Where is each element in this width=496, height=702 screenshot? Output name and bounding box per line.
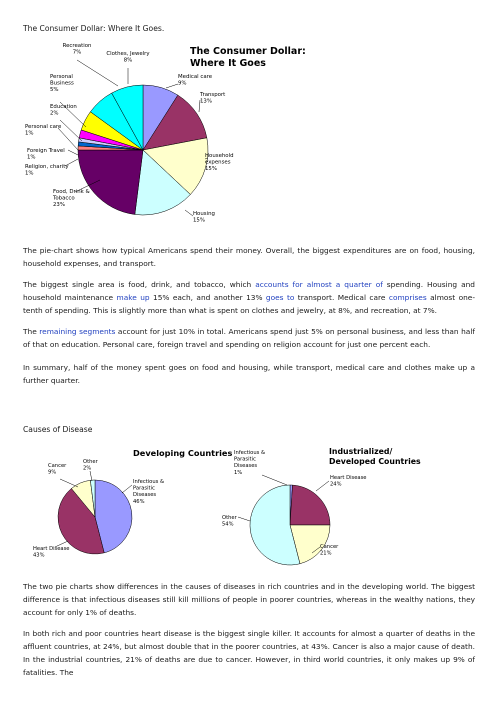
consumer-label: Foreign Travel bbox=[27, 148, 65, 154]
text-run: The bbox=[23, 327, 40, 336]
chart-title-line1: The Consumer Dollar: bbox=[190, 46, 306, 57]
developing-label: Infectious & bbox=[133, 479, 165, 485]
leader-line bbox=[316, 481, 329, 491]
leader-line bbox=[185, 210, 193, 216]
consumer-label: Personal bbox=[50, 74, 73, 80]
developed-label: Cancer bbox=[320, 544, 339, 550]
section-heading-consumer-dollar: The Consumer Dollar: Where It Goes. bbox=[23, 24, 165, 33]
paragraph-3 bbox=[23, 325, 475, 351]
consumer-label: 23% bbox=[53, 202, 65, 209]
text-run: In both rich and poor countries heart disease is the biggest single killer. It accounts for almost a quarter of deaths in the affluent countries, at 24%, but almost double that in the poorer countries, at 43%. Cancer is also a major cause of death. In the industrial countries, 21% of deaths are due to cancer. However, in third world countries, it only makes up 9% of fatalities. The bbox=[23, 629, 475, 677]
leader-line bbox=[262, 475, 287, 485]
consumer-label: Housing bbox=[193, 211, 215, 217]
section-heading-causes-of-disease: Causes of Disease bbox=[23, 425, 93, 434]
consumer-label: Business bbox=[50, 80, 74, 87]
developed-label: Parasitic bbox=[234, 456, 256, 463]
paragraph-2 bbox=[23, 278, 475, 317]
text-run: The biggest single area is food, drink, and tobacco, which bbox=[23, 280, 256, 289]
developed-chart-title-line2: Developed Countries bbox=[329, 457, 421, 466]
developed-label: 24% bbox=[330, 481, 342, 488]
consumer-label: 1% bbox=[25, 170, 34, 177]
consumer-dollar-pie-chart bbox=[0, 40, 496, 265]
developed-label: Diseases bbox=[234, 463, 258, 470]
consumer-label: Personal care bbox=[25, 124, 62, 130]
consumer-label: Tobacco bbox=[53, 195, 75, 202]
paragraph-6 bbox=[23, 627, 475, 679]
developed-label: Other bbox=[222, 515, 237, 521]
consumer-label: 15% bbox=[193, 217, 205, 224]
developed-slice-heart-disease bbox=[290, 485, 330, 525]
highlighted-phrase: remaining segments bbox=[39, 327, 116, 336]
developed-label: Infectious & bbox=[234, 450, 266, 456]
consumer-label: 7% bbox=[72, 49, 82, 56]
consumer-label: Medical care bbox=[178, 74, 213, 80]
leader-line bbox=[68, 150, 78, 155]
developing-label: 9% bbox=[48, 469, 57, 476]
consumer-label: expenses bbox=[205, 159, 231, 166]
consumer-label: 1% bbox=[27, 154, 36, 161]
consumer-label: 9% bbox=[178, 80, 187, 87]
developed-label: 21% bbox=[320, 550, 332, 557]
consumer-label: 1% bbox=[25, 130, 34, 137]
text-run: 15% each, and another 13% bbox=[149, 293, 266, 302]
consumer-label: Education bbox=[50, 104, 77, 110]
chart-title-line2: Where It Goes bbox=[190, 58, 266, 69]
consumer-label: 15% bbox=[205, 166, 217, 173]
text-run: In summary, half of the money spent goes on food and housing, while transport, medical care and clothes make up a further quarter. bbox=[23, 363, 475, 385]
leader-line bbox=[58, 128, 78, 150]
leader-line bbox=[60, 479, 78, 487]
developing-label: Cancer bbox=[48, 463, 67, 469]
consumer-label: 8% bbox=[123, 57, 133, 64]
leader-line bbox=[238, 517, 250, 521]
developing-chart-title: Developing Countries bbox=[133, 448, 233, 458]
text-run: The two pie charts show differences in the causes of diseases in rich countries and in the developing world. The biggest difference is that infectious diseases still kill millions of people in poorer countries, whereas in the wealthy nations, they account for only 1% of deaths. bbox=[23, 582, 475, 617]
text-run: spending. Housing and household maintenance bbox=[23, 280, 475, 302]
leader-line bbox=[90, 471, 92, 481]
developed-label: Heart Disease bbox=[330, 475, 367, 481]
developing-label: Heart Disease bbox=[33, 546, 70, 552]
developing-label: 43% bbox=[33, 552, 45, 559]
leader-line bbox=[166, 84, 178, 88]
developed-chart-title-line1: Industrialized/ bbox=[329, 447, 393, 456]
leader-line bbox=[122, 485, 132, 493]
developing-label: Other bbox=[83, 459, 98, 465]
text-run: The pie-chart shows how typical Americans spend their money. Overall, the biggest expenditures are on food, housing, household expenses, and transport. bbox=[23, 246, 475, 268]
consumer-label: 13% bbox=[200, 98, 212, 105]
developing-label: 2% bbox=[83, 465, 92, 472]
highlighted-phrase: comprises bbox=[388, 293, 427, 302]
leader-line bbox=[77, 60, 118, 86]
developing-label: Parasitic bbox=[133, 485, 155, 492]
highlighted-phrase: make up bbox=[116, 293, 150, 302]
paragraph-5 bbox=[23, 580, 475, 619]
consumer-label: 2% bbox=[50, 110, 59, 117]
developed-label: 1% bbox=[234, 469, 243, 476]
consumer-label: Food, Drink & bbox=[53, 189, 90, 195]
paragraph-4 bbox=[23, 361, 475, 387]
consumer-label: Recreation bbox=[62, 43, 92, 49]
leader-line bbox=[60, 120, 82, 141]
developed-label: 54% bbox=[222, 521, 234, 528]
causes-of-disease-pie-charts bbox=[0, 445, 496, 575]
developing-label: Diseases bbox=[133, 492, 157, 499]
text-run: transport. Medical care bbox=[294, 293, 389, 302]
consumer-label: Religion, charity bbox=[25, 164, 69, 170]
consumer-label: Transport bbox=[200, 92, 226, 98]
consumer-slice-food-drink-tobacco bbox=[78, 150, 143, 214]
text-run: account for just 10% in total. Americans spend just 5% on personal business, and less than half of that on education. Personal care, foreign travel and spending on religion account for just one percent each. bbox=[23, 327, 475, 349]
paragraph-1 bbox=[23, 244, 475, 270]
highlighted-phrase: goes to bbox=[265, 293, 295, 302]
consumer-label: Clothes, Jewelry bbox=[106, 51, 150, 57]
consumer-label: 5% bbox=[50, 87, 59, 94]
consumer-label: Household bbox=[205, 153, 234, 159]
text-run: almost one-tenth of spending. This is slightly more than what is spent on clothes and jewelry, at 8%, and recreation, at 7%. bbox=[23, 293, 476, 315]
highlighted-phrase: accounts for almost a quarter of bbox=[255, 280, 383, 289]
developing-label: 46% bbox=[133, 498, 145, 505]
